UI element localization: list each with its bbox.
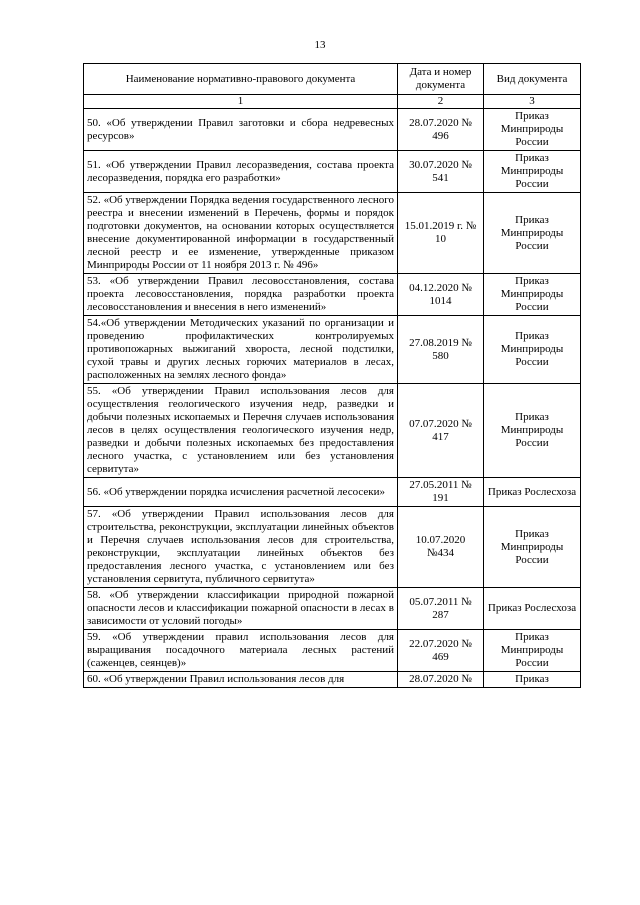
- document-name: 54.«Об утверждении Методических указаний по организации и проведению профилактических контролируемых противопожарных выжиганий хвороста, лесной подстилки, сухой травы и других лесных горючих материалов в лесах, расположенных на землях лесного фонда»: [84, 316, 398, 384]
- table-row: [84, 507, 581, 588]
- document-date-number: 07.07.2020 № 417: [398, 384, 484, 478]
- table-row: [84, 384, 581, 478]
- page-number: 13: [314, 39, 326, 51]
- document-name: 60. «Об утверждении Правил использования лесов для: [84, 672, 398, 688]
- table-row: [84, 193, 581, 274]
- document-type: Приказ Минприроды России: [484, 193, 581, 274]
- table-row: [84, 151, 581, 193]
- table-row: [84, 588, 581, 630]
- document-name: 50. «Об утверждении Правил заготовки и сбора недревесных ресурсов»: [84, 109, 398, 151]
- document-date-number: 30.07.2020 № 541: [398, 151, 484, 193]
- document-type: Приказ Минприроды России: [484, 316, 581, 384]
- column-number: 1: [84, 95, 398, 109]
- document-name: 52. «Об утверждении Порядка ведения государственного лесного реестра и внесении изменений в Перечень, формы и порядок подготовки документов, на основании которых осуществляется внесение документированной информации в государственный лесной реестр и ее изменение, утвержденные приказом Минприроды России от 11 ноября 2013 г. № 496»: [84, 193, 398, 274]
- document-type: Приказ Минприроды России: [484, 507, 581, 588]
- document-type: Приказ: [484, 672, 581, 688]
- document-date-number: 27.08.2019 № 580: [398, 316, 484, 384]
- document-date-number: 28.07.2020 №: [398, 672, 484, 688]
- document-name: 58. «Об утверждении классификации природной пожарной опасности лесов и классификации пожарной опасности в лесах в зависимости от условий погоды»: [84, 588, 398, 630]
- column-number: 2: [398, 95, 484, 109]
- document-type: Приказ Минприроды России: [484, 630, 581, 672]
- document-type: Приказ Рослесхоза: [484, 478, 581, 507]
- document-type: Приказ Минприроды России: [484, 109, 581, 151]
- document-name: 59. «Об утверждении правил использования лесов для выращивания посадочного материала лесных растений (саженцев, сеянцев)»: [84, 630, 398, 672]
- document-name: 56. «Об утверждении порядка исчисления расчетной лесосеки»: [84, 478, 398, 507]
- document-date-number: 28.07.2020 № 496: [398, 109, 484, 151]
- document-name: 51. «Об утверждении Правил лесоразведения, состава проекта лесоразведения, порядка его разработки»: [84, 151, 398, 193]
- table-row: [84, 274, 581, 316]
- regulations-table: [83, 63, 581, 688]
- document-date-number: 15.01.2019 г. № 10: [398, 193, 484, 274]
- document-date-number: 10.07.2020 №434: [398, 507, 484, 588]
- header-document-type: Вид документа: [484, 64, 581, 95]
- document-name: 57. «Об утверждении Правил использования лесов для строительства, реконструкции, эксплуатации линейных объектов и Перечня случаев использования лесов для строительства, реконструкции, эксплуатации линейных объектов без предоставления лесного участка, с установлением или без установления сервитута, публичного сервитута»: [84, 507, 398, 588]
- document-date-number: 04.12.2020 № 1014: [398, 274, 484, 316]
- table-row: [84, 316, 581, 384]
- document-date-number: 22.07.2020 № 469: [398, 630, 484, 672]
- table-header-row: [84, 64, 581, 95]
- table-row: [84, 109, 581, 151]
- header-date-number: Дата и номер документа: [398, 64, 484, 95]
- document-date-number: 27.05.2011 № 191: [398, 478, 484, 507]
- document-name: 53. «Об утверждении Правил лесовосстановления, состава проекта лесовосстановления, порядка разработки проекта лесовосстановления и внесения в него изменений»: [84, 274, 398, 316]
- document-type: Приказ Минприроды России: [484, 151, 581, 193]
- column-number: 3: [484, 95, 581, 109]
- column-number-row: [84, 95, 581, 109]
- table-row: [84, 478, 581, 507]
- header-document-name: Наименование нормативно-правового документа: [84, 64, 398, 95]
- table-row: [84, 672, 581, 688]
- document-type: Приказ Минприроды России: [484, 384, 581, 478]
- document-type: Приказ Рослесхоза: [484, 588, 581, 630]
- document-date-number: 05.07.2011 № 287: [398, 588, 484, 630]
- document-name: 55. «Об утверждении Правил использования лесов для осуществления геологического изучения недр, разведки и добычи полезных ископаемых и Перечня случаев использования лесов в целях осуществления геологического изучения недр, разведки и добычи полезных ископаемых без предоставления лесного участка, с установлением или без установления сервитута»: [84, 384, 398, 478]
- document-type: Приказ Минприроды России: [484, 274, 581, 316]
- table-row: [84, 630, 581, 672]
